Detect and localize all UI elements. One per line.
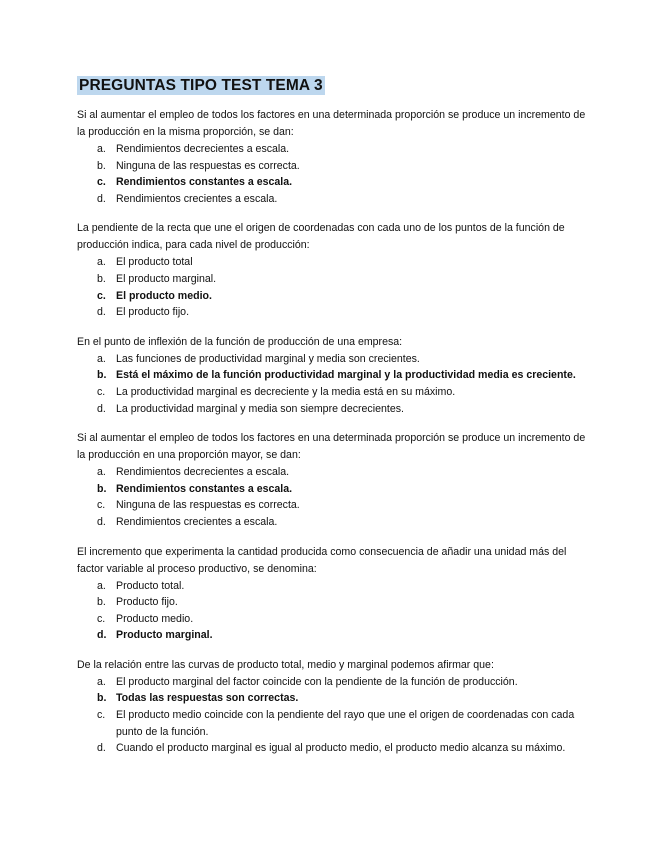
option-letter: d. xyxy=(97,402,106,415)
option-letter: b. xyxy=(97,692,107,705)
option xyxy=(77,514,595,531)
option-letter: d. xyxy=(97,515,106,528)
option-letter: d. xyxy=(97,742,106,755)
option-text: Está el máximo de la función productividad marginal y la productividad media es creciente. xyxy=(116,369,576,382)
option-letter: a. xyxy=(97,352,106,365)
question-3 xyxy=(77,334,595,417)
option-list xyxy=(77,351,595,417)
option-text: Rendimientos constantes a escala. xyxy=(116,176,293,189)
option-text: Cuando el producto marginal es igual al producto medio, el producto medio alcanza su máximo. xyxy=(116,742,566,755)
document-title: PREGUNTAS TIPO TEST TEMA 3 xyxy=(79,77,323,94)
option-letter: b. xyxy=(97,596,106,609)
option-correct xyxy=(77,627,595,644)
question-stem: La pendiente de la recta que une el origen de coordenadas con cada uno de los puntos de la función de producción indica, para cada nivel de producción: xyxy=(77,222,565,252)
option-letter: a. xyxy=(97,143,106,155)
option xyxy=(77,464,595,481)
option xyxy=(77,594,595,611)
question-stem: El incremento que experimenta la cantidad producida como consecuencia de añadir una unidad más del factor variable al proceso productivo, se denomina: xyxy=(77,545,567,575)
option-text: El producto marginal del factor coincide con la pendiente de la función de producción. xyxy=(116,675,518,688)
option-text: Producto fijo. xyxy=(116,596,178,609)
option-text: Rendimientos constantes a escala. xyxy=(116,482,293,495)
option-letter: c. xyxy=(97,176,106,189)
option-letter: b. xyxy=(97,369,107,382)
option xyxy=(77,578,595,595)
option xyxy=(77,497,595,514)
option-letter: a. xyxy=(97,579,106,592)
question-stem: De la relación entre las curvas de producto total, medio y marginal podemos afirmar que: xyxy=(77,658,494,671)
option-text: Las funciones de productividad marginal y media son crecientes. xyxy=(116,352,420,365)
option-text: Todas las respuestas son correctas. xyxy=(116,692,299,705)
option-text: Ninguna de las respuestas es correcta. xyxy=(116,159,300,172)
option-text: Ninguna de las respuestas es correcta. xyxy=(116,499,300,512)
option xyxy=(77,158,595,175)
option xyxy=(77,304,595,321)
option-letter: d. xyxy=(97,306,106,319)
option-letter: c. xyxy=(97,709,106,722)
option-letter: a. xyxy=(97,675,106,688)
option xyxy=(77,191,595,208)
option xyxy=(77,351,595,368)
option-letter: c. xyxy=(97,289,106,302)
option-letter: d. xyxy=(97,629,107,642)
option xyxy=(77,384,595,401)
option-text: Rendimientos decrecientes a escala. xyxy=(116,466,290,479)
option-text: La productividad marginal es decreciente y la media está en su máximo. xyxy=(116,385,456,398)
option-list xyxy=(77,578,595,644)
option-correct xyxy=(77,174,595,191)
option-text: El producto medio coincide con la pendiente del rayo que une el origen de coordenadas con cada punto de la función. xyxy=(116,709,575,738)
question-stem: En el punto de inflexión de la función de producción de una empresa: xyxy=(77,335,403,348)
option xyxy=(77,674,595,691)
option xyxy=(77,707,595,740)
question-4 xyxy=(77,430,595,530)
option-text: El producto medio. xyxy=(116,289,212,302)
option-list xyxy=(77,674,595,757)
option-correct xyxy=(77,690,595,707)
option-text: Rendimientos crecientes a escala. xyxy=(116,515,278,528)
option-list xyxy=(77,254,595,320)
option-list xyxy=(77,464,595,530)
option-list xyxy=(77,141,595,207)
option-text: Producto marginal. xyxy=(116,629,213,642)
option-correct xyxy=(77,288,595,305)
option xyxy=(77,740,595,757)
question-stem: Si al aumentar el empleo de todos los factores en una determinada proporción se produce un incremento de la producción en la misma proporción, se dan: xyxy=(77,109,586,138)
option-text: El producto total xyxy=(116,256,193,269)
option-text: Rendimientos crecientes a escala. xyxy=(116,192,278,205)
option-letter: c. xyxy=(97,612,106,625)
option xyxy=(77,271,595,288)
option-letter: b. xyxy=(97,272,106,285)
option-letter: c. xyxy=(97,385,106,398)
option-text: Producto total. xyxy=(116,579,185,592)
option-letter: b. xyxy=(97,159,106,172)
option-text: Producto medio. xyxy=(116,612,194,625)
option-letter: a. xyxy=(97,466,106,479)
option-text: El producto fijo. xyxy=(116,306,190,319)
option-letter: a. xyxy=(97,256,106,269)
question-6 xyxy=(77,657,595,757)
option-letter: c. xyxy=(97,499,106,512)
option xyxy=(77,401,595,418)
option xyxy=(77,254,595,271)
option-text: Rendimientos decrecientes a escala. xyxy=(116,143,290,155)
option xyxy=(77,141,595,158)
question-5 xyxy=(77,544,595,644)
option-letter: d. xyxy=(97,192,106,205)
option-text: El producto marginal. xyxy=(116,272,217,285)
option-letter: b. xyxy=(97,482,107,495)
option-text: La productividad marginal y media son siempre decrecientes. xyxy=(116,402,404,415)
option-correct xyxy=(77,367,595,384)
question-1 xyxy=(77,107,595,207)
question-2 xyxy=(77,220,595,320)
question-list xyxy=(77,107,595,757)
question-stem: Si al aumentar el empleo de todos los factores en una determinada proporción se produce un incremento de la producción en una proporción mayor, se dan: xyxy=(77,432,586,462)
option xyxy=(77,611,595,628)
option-correct xyxy=(77,481,595,498)
